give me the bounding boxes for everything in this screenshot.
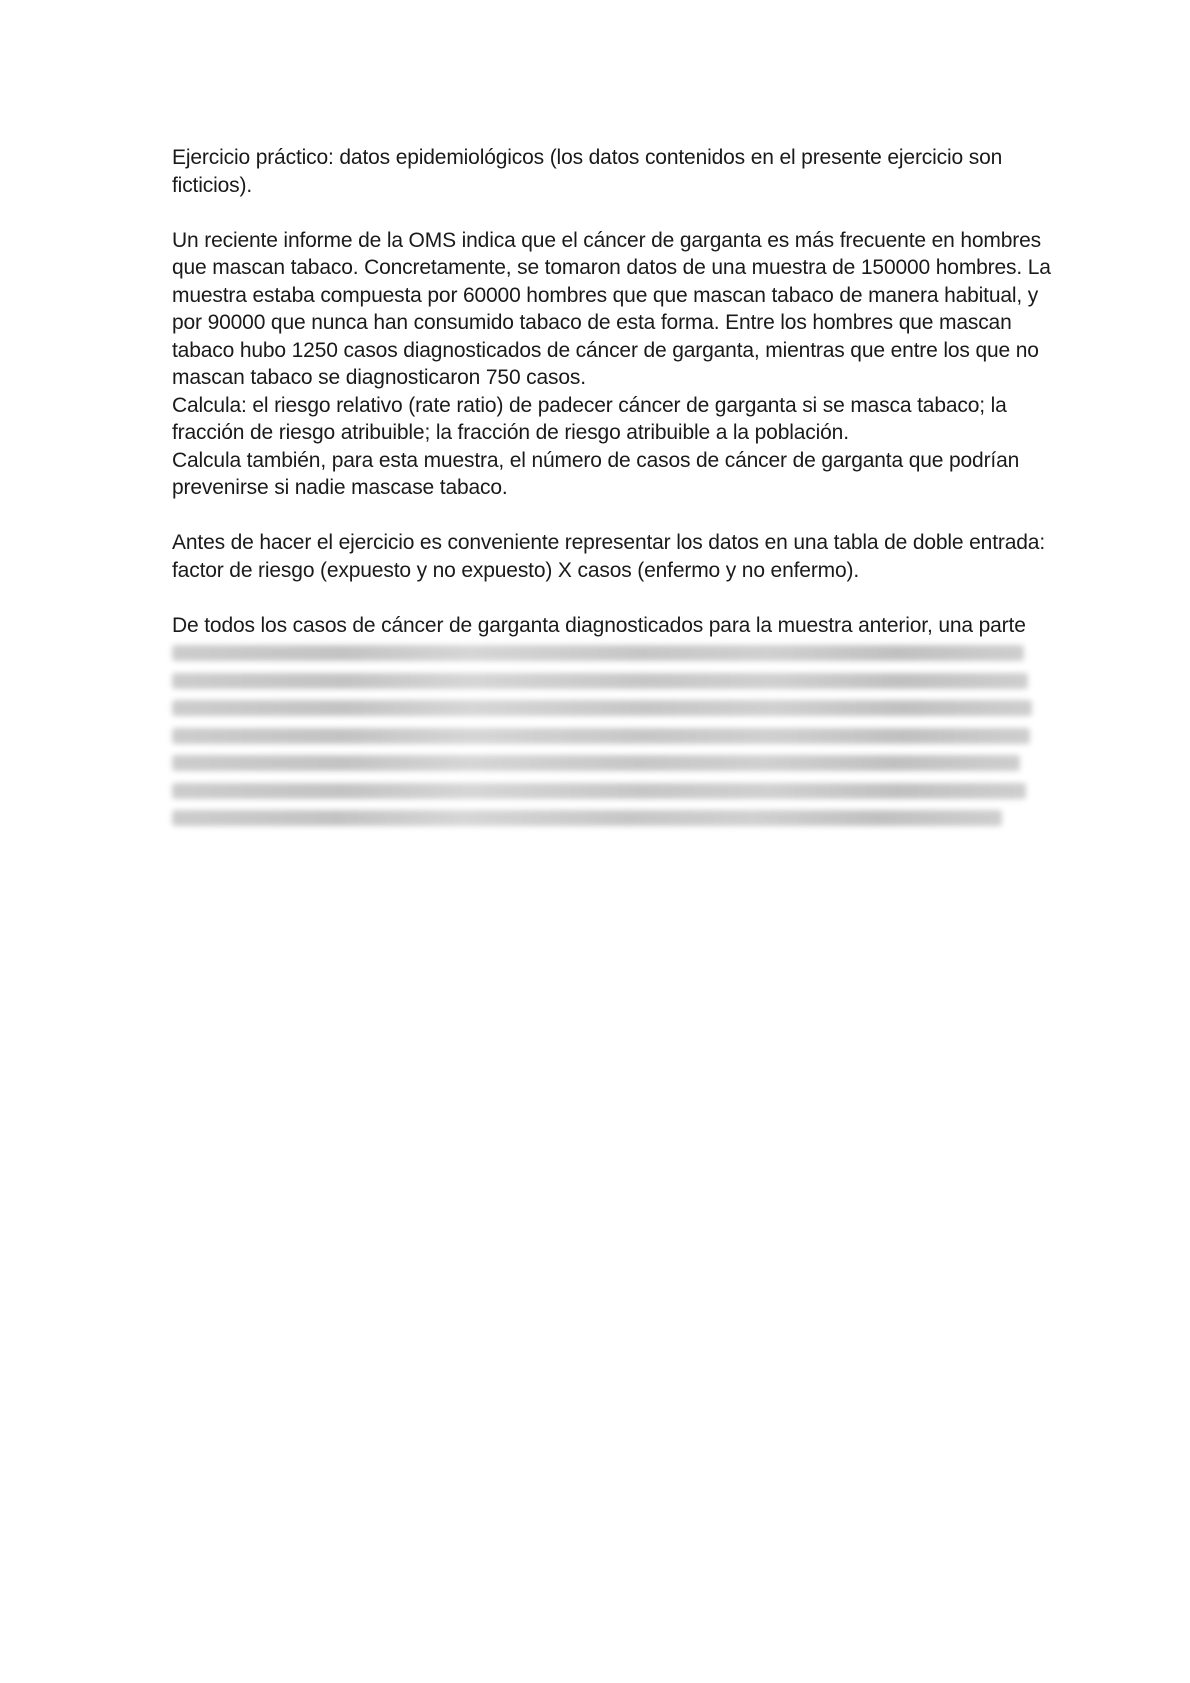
text-line: mascan tabaco se diagnosticaron 750 casos.	[172, 366, 586, 389]
blurred-text-line	[172, 777, 1028, 805]
paragraph-second-exercise	[172, 612, 1028, 832]
blurred-text-line	[172, 639, 1028, 667]
blurred-text-line	[172, 804, 1028, 832]
text-line: De todos los casos de cáncer de garganta diagnosticados para la muestra anterior, una parte	[172, 613, 1026, 637]
text-line: Calcula: el riesgo relativo (rate ratio) de padecer cáncer de garganta si se masca tabaco; la	[172, 393, 1007, 417]
document-body	[172, 144, 1051, 832]
paragraph-title	[172, 144, 1028, 199]
text-line: Ejercicio práctico: datos epidemiológicos (los datos contenidos en el presente ejercicio son	[172, 146, 1003, 169]
text-line: ficticios).	[172, 173, 253, 197]
text-line: fracción de riesgo atribuible; la fracción de riesgo atribuible a la población.	[172, 421, 849, 444]
text-line: Un reciente informe de la OMS indica que el cáncer de garganta es más frecuente en hombres	[172, 228, 1041, 252]
blurred-text-line	[172, 749, 1028, 777]
blurred-text-line	[172, 722, 1028, 750]
text-line: Antes de hacer el ejercicio es conveniente representar los datos en una tabla de doble entrada:	[172, 531, 1046, 554]
blurred-text-line	[172, 667, 1028, 695]
text-line: muestra estaba compuesta por 60000 hombres que que mascan tabaco de manera habitual, y	[172, 283, 1039, 307]
text-line: prevenirse si nadie mascase tabaco.	[172, 476, 508, 499]
text-line: que mascan tabaco. Concretamente, se tomaron datos de una muestra de 150000 hombres. La	[172, 256, 1051, 279]
blurred-text-block	[172, 639, 1028, 832]
text-line: por 90000 que nunca han consumido tabaco de esta forma. Entre los hombres que mascan	[172, 311, 1012, 334]
blurred-text-line	[172, 694, 1028, 722]
text-line: factor de riesgo (expuesto y no expuesto) X casos (enfermo y no enfermo).	[172, 558, 860, 582]
text-line: Calcula también, para esta muestra, el número de casos de cáncer de garganta que podrían	[172, 448, 1020, 472]
text-line: tabaco hubo 1250 casos diagnosticados de cáncer de garganta, mientras que entre los que no	[172, 338, 1039, 362]
paragraph-table-hint	[172, 529, 1046, 584]
paragraph-problem-statement	[172, 227, 1051, 502]
